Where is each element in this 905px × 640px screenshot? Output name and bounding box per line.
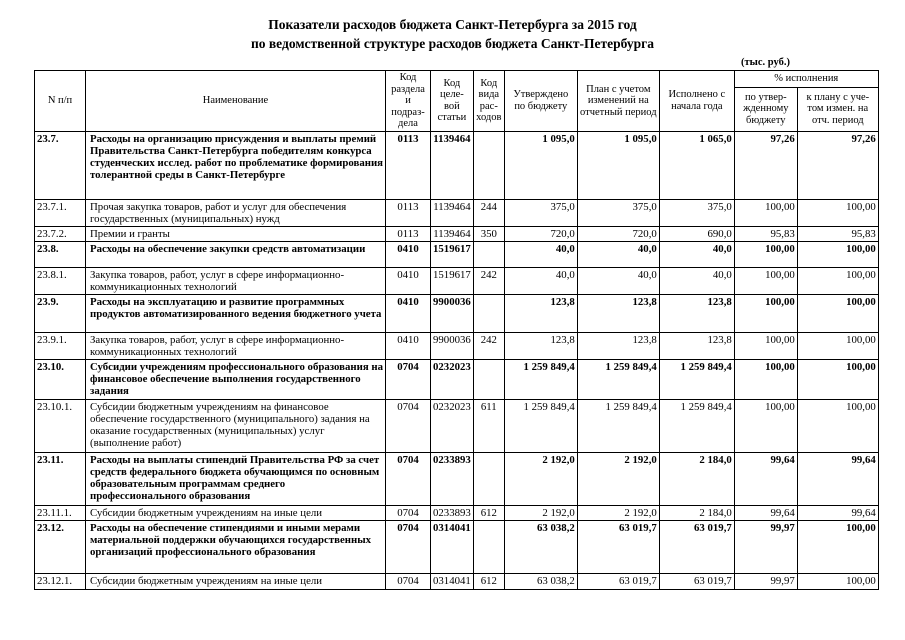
row-plan: 2 192,0 (577, 505, 659, 520)
header-target: Код целе-вой статьи (431, 71, 474, 132)
budget-table (34, 70, 879, 590)
row-number: 23.7.1. (35, 199, 86, 226)
row-pct-approved: 100,00 (734, 294, 797, 332)
row-pct-plan: 100,00 (797, 294, 878, 332)
row-type-code: 612 (473, 573, 504, 589)
row-name: Расходы на эксплуатацию и развитие программных продуктов автоматизированного ведения бюджетного учета (86, 294, 386, 332)
header-type: Код вида рас-ходов (473, 71, 504, 132)
row-number: 23.10. (35, 359, 86, 399)
row-section-code: 0704 (386, 399, 431, 452)
row-number: 23.12. (35, 520, 86, 573)
table-row (35, 332, 879, 359)
row-section-code: 0704 (386, 520, 431, 573)
row-executed: 375,0 (659, 199, 734, 226)
row-number: 23.12.1. (35, 573, 86, 589)
row-name: Субсидии бюджетным учреждениям на финансовое обеспечение государственного (муниципального) задания на оказание государственных (муниципальных) услуг (выполнение работ) (86, 399, 386, 452)
header-pct-plan: к плану с уче-том измен. на отч. период (797, 87, 878, 131)
row-pct-approved: 97,26 (734, 131, 797, 199)
row-section-code: 0704 (386, 359, 431, 399)
row-type-code (473, 294, 504, 332)
row-plan: 123,8 (577, 332, 659, 359)
row-type-code: 244 (473, 199, 504, 226)
units-label: (тыс. руб.) (741, 57, 790, 68)
row-name: Премии и гранты (86, 226, 386, 241)
row-approved: 1 095,0 (504, 131, 577, 199)
row-pct-plan: 100,00 (797, 332, 878, 359)
row-type-code: 242 (473, 332, 504, 359)
row-target-code: 1139464 (431, 131, 474, 199)
table-row (35, 359, 879, 399)
row-executed: 63 019,7 (659, 573, 734, 589)
row-pct-plan: 95,83 (797, 226, 878, 241)
row-pct-plan: 100,00 (797, 359, 878, 399)
row-pct-plan: 100,00 (797, 520, 878, 573)
header-section: Код раздела и подраз-дела (386, 71, 431, 132)
row-pct-plan: 100,00 (797, 199, 878, 226)
row-plan: 1 095,0 (577, 131, 659, 199)
row-plan: 2 192,0 (577, 452, 659, 505)
row-pct-approved: 100,00 (734, 267, 797, 294)
row-target-code: 0233893 (431, 505, 474, 520)
row-pct-approved: 99,97 (734, 520, 797, 573)
row-name: Прочая закупка товаров, работ и услуг для обеспечения государственных (муниципальных) нужд (86, 199, 386, 226)
row-number: 23.7. (35, 131, 86, 199)
row-pct-plan: 99,64 (797, 452, 878, 505)
row-plan: 123,8 (577, 294, 659, 332)
row-pct-approved: 100,00 (734, 199, 797, 226)
row-type-code (473, 452, 504, 505)
header-name: Наименование (86, 71, 386, 132)
row-target-code: 1139464 (431, 226, 474, 241)
row-number: 23.11. (35, 452, 86, 505)
row-executed: 1 259 849,4 (659, 359, 734, 399)
table-row (35, 241, 879, 267)
row-name: Расходы на выплаты стипендий Правительства РФ за счет средств федерального бюджета обучающимся по основным образовательным программам среднего профессионального образования (86, 452, 386, 505)
row-approved: 1 259 849,4 (504, 359, 577, 399)
table-row (35, 505, 879, 520)
table-row (35, 267, 879, 294)
row-plan: 1 259 849,4 (577, 359, 659, 399)
row-plan: 720,0 (577, 226, 659, 241)
row-name: Субсидии бюджетным учреждениям на иные цели (86, 505, 386, 520)
row-name: Субсидии учреждениям профессионального образования на финансовое обеспечение выполнения государственного задания (86, 359, 386, 399)
row-pct-plan: 99,64 (797, 505, 878, 520)
row-executed: 1 259 849,4 (659, 399, 734, 452)
row-type-code (473, 359, 504, 399)
table-row (35, 199, 879, 226)
table-row (35, 131, 879, 199)
row-name: Субсидии бюджетным учреждениям на иные цели (86, 573, 386, 589)
row-pct-approved: 100,00 (734, 332, 797, 359)
row-number: 23.9.1. (35, 332, 86, 359)
report-subtitle: по ведомственной структуре расходов бюджета Санкт-Петербурга (250, 36, 655, 51)
row-type-code (473, 520, 504, 573)
header-executed: Исполнено с начала года (659, 71, 734, 132)
row-executed: 123,8 (659, 332, 734, 359)
row-plan: 40,0 (577, 241, 659, 267)
row-plan: 1 259 849,4 (577, 399, 659, 452)
table-row (35, 399, 879, 452)
row-target-code: 1519617 (431, 267, 474, 294)
row-approved: 2 192,0 (504, 452, 577, 505)
row-pct-plan: 100,00 (797, 573, 878, 589)
row-section-code: 0704 (386, 573, 431, 589)
row-pct-approved: 99,97 (734, 573, 797, 589)
row-approved: 63 038,2 (504, 520, 577, 573)
header-percent-group: % исполнения (734, 71, 878, 88)
row-pct-approved: 99,64 (734, 505, 797, 520)
row-approved: 2 192,0 (504, 505, 577, 520)
row-pct-approved: 100,00 (734, 399, 797, 452)
row-section-code: 0113 (386, 131, 431, 199)
header-plan: План с учетом изменений на отчетный период (577, 71, 659, 132)
row-type-code: 611 (473, 399, 504, 452)
row-name: Расходы на обеспечение стипендиями и иными мерами материальной поддержки обучающихся государственных организаций профессионального образования (86, 520, 386, 573)
row-executed: 63 019,7 (659, 520, 734, 573)
row-type-code: 242 (473, 267, 504, 294)
row-executed: 2 184,0 (659, 452, 734, 505)
row-approved: 123,8 (504, 332, 577, 359)
row-target-code: 0233893 (431, 452, 474, 505)
row-pct-approved: 100,00 (734, 359, 797, 399)
row-section-code: 0410 (386, 332, 431, 359)
row-executed: 690,0 (659, 226, 734, 241)
row-approved: 375,0 (504, 199, 577, 226)
row-pct-plan: 97,26 (797, 131, 878, 199)
row-type-code (473, 131, 504, 199)
row-target-code: 9900036 (431, 294, 474, 332)
table-row (35, 520, 879, 573)
table-row (35, 573, 879, 589)
row-name: Расходы на обеспечение закупки средств автоматизации (86, 241, 386, 267)
row-executed: 123,8 (659, 294, 734, 332)
row-approved: 123,8 (504, 294, 577, 332)
row-section-code: 0410 (386, 241, 431, 267)
row-section-code: 0410 (386, 267, 431, 294)
row-section-code: 0704 (386, 452, 431, 505)
row-plan: 63 019,7 (577, 520, 659, 573)
row-approved: 40,0 (504, 241, 577, 267)
row-pct-approved: 95,83 (734, 226, 797, 241)
row-executed: 2 184,0 (659, 505, 734, 520)
row-target-code: 0314041 (431, 520, 474, 573)
row-target-code: 0232023 (431, 399, 474, 452)
row-type-code (473, 241, 504, 267)
row-number: 23.11.1. (35, 505, 86, 520)
row-approved: 720,0 (504, 226, 577, 241)
row-approved: 63 038,2 (504, 573, 577, 589)
row-pct-plan: 100,00 (797, 241, 878, 267)
row-target-code: 1139464 (431, 199, 474, 226)
report-title: Показатели расходов бюджета Санкт-Петербурга за 2015 год (268, 17, 637, 32)
row-name: Закупка товаров, работ, услуг в сфере информационно-коммуникационных технологий (86, 267, 386, 294)
row-executed: 1 065,0 (659, 131, 734, 199)
row-approved: 40,0 (504, 267, 577, 294)
header-approved: Утверждено по бюджету (504, 71, 577, 132)
row-number: 23.8.1. (35, 267, 86, 294)
table-row (35, 452, 879, 505)
row-pct-plan: 100,00 (797, 267, 878, 294)
row-section-code: 0410 (386, 294, 431, 332)
row-plan: 63 019,7 (577, 573, 659, 589)
row-pct-approved: 99,64 (734, 452, 797, 505)
row-name: Расходы на организацию присуждения и выплаты премий Правительства Санкт-Петербурга победителям конкурса студенческих исслед. работ по проблематике формирования толерантной среды в Санкт-Петербурге (86, 131, 386, 199)
row-number: 23.8. (35, 241, 86, 267)
row-target-code: 0232023 (431, 359, 474, 399)
row-type-code: 612 (473, 505, 504, 520)
row-type-code: 350 (473, 226, 504, 241)
row-target-code: 0314041 (431, 573, 474, 589)
row-section-code: 0113 (386, 199, 431, 226)
row-number: 23.10.1. (35, 399, 86, 452)
header-pct-approved: по утвер-жденному бюджету (734, 87, 797, 131)
table-row (35, 226, 879, 241)
header-num: N п/п (35, 71, 86, 132)
row-number: 23.7.2. (35, 226, 86, 241)
row-target-code: 1519617 (431, 241, 474, 267)
row-executed: 40,0 (659, 241, 734, 267)
row-plan: 375,0 (577, 199, 659, 226)
row-pct-plan: 100,00 (797, 399, 878, 452)
row-name: Закупка товаров, работ, услуг в сфере информационно-коммуникационных технологий (86, 332, 386, 359)
row-number: 23.9. (35, 294, 86, 332)
row-section-code: 0704 (386, 505, 431, 520)
row-plan: 40,0 (577, 267, 659, 294)
row-executed: 40,0 (659, 267, 734, 294)
row-approved: 1 259 849,4 (504, 399, 577, 452)
row-pct-approved: 100,00 (734, 241, 797, 267)
row-target-code: 9900036 (431, 332, 474, 359)
row-section-code: 0113 (386, 226, 431, 241)
table-row (35, 294, 879, 332)
